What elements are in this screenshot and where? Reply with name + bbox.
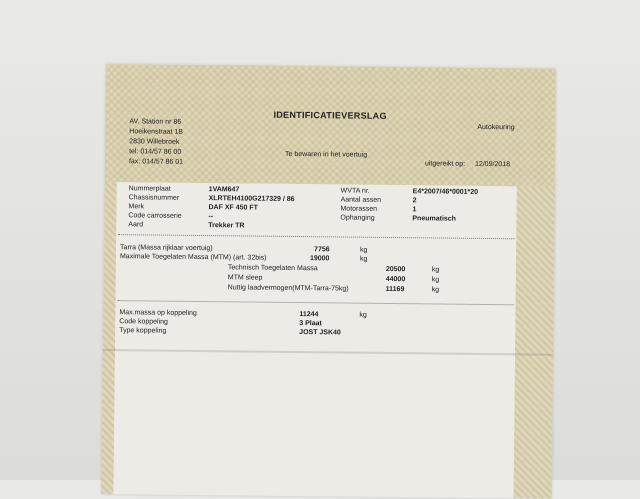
station-line: AV. Station nr 86	[129, 118, 182, 126]
sub-mass-value: 11169	[385, 285, 405, 294]
field-value: E4*2007/46*0001*20	[412, 188, 479, 196]
station-line: tel: 014/57 86 00	[129, 148, 182, 156]
issued-label: uitgereikt op:	[424, 160, 466, 168]
field-label: WVTA nr.	[340, 187, 370, 195]
sub-mass-value: 44000	[385, 275, 406, 284]
sub-mass-unit: kg	[431, 286, 440, 294]
coupling-label: Max.massa op koppeling	[119, 309, 197, 317]
sub-mass-label: Nuttig laadvermogen(MTM-Tarra-75kg)	[227, 284, 349, 293]
field-value: 1	[412, 206, 417, 214]
coupling-unit: kg	[359, 311, 367, 319]
coupling-label: Code koppeling	[119, 318, 168, 326]
field-label: Aantal assen	[340, 196, 382, 204]
inspection-label: Autokeuring	[477, 123, 515, 132]
field-label: Merk	[128, 203, 145, 211]
guilloche-right-band	[513, 186, 554, 498]
mtm-unit: kg	[359, 255, 368, 263]
sub-mass-label: Technisch Toegelaten Massa	[227, 264, 318, 273]
field-label: Motorassen	[340, 205, 378, 213]
sub-mass-value: 20500	[385, 265, 406, 274]
field-value: Pneumatisch	[412, 215, 457, 223]
field-value: XLRTEH4100G217329 / 86	[208, 195, 295, 203]
field-value: 2	[412, 197, 417, 205]
identification-document	[101, 64, 555, 499]
field-value: Trekker TR	[208, 222, 245, 230]
issued-date: 12/09/2018	[474, 160, 511, 169]
field-label: Aard	[128, 221, 144, 229]
field-label: Ophanging	[340, 214, 375, 222]
sub-mass-unit: kg	[431, 276, 440, 284]
field-label: Chassisnummer	[128, 194, 180, 202]
sub-mass-unit: kg	[431, 266, 440, 274]
station-line: 2830 Willebroek	[129, 138, 180, 146]
mtm-label: Maximale Toegelaten Massa (MTM) (art. 32bis)	[119, 253, 267, 262]
coupling-value: 11244	[299, 311, 319, 319]
coupling-label: Type koppeling	[119, 327, 167, 335]
sub-mass-label: MTM sleep	[227, 274, 263, 282]
field-value: 1VAM647	[208, 186, 240, 194]
document-body	[113, 182, 516, 498]
tarra-label: Tarra (Massa rijklaar voertuig)	[120, 244, 213, 253]
document-title: IDENTIFICATIEVERSLAG	[273, 109, 387, 121]
field-label: Nummerplaat	[128, 185, 171, 193]
mtm-value: 19000	[309, 255, 330, 263]
tarra-unit: kg	[360, 246, 368, 254]
tarra-value: 7756	[314, 246, 330, 254]
field-value: DAF XF 450 FT	[208, 204, 258, 212]
field-label: Code carrosserie	[128, 212, 182, 220]
station-line: Hoeikenstraat 1B	[129, 128, 184, 136]
coupling-value: 3 Plaat	[299, 320, 322, 328]
keep-in-vehicle-note: Te bewaren in het voertuig	[285, 150, 368, 159]
field-value: --	[208, 213, 214, 221]
coupling-value: JOST JSK40	[299, 329, 341, 337]
station-line: fax: 014/57 86 01	[128, 158, 184, 166]
